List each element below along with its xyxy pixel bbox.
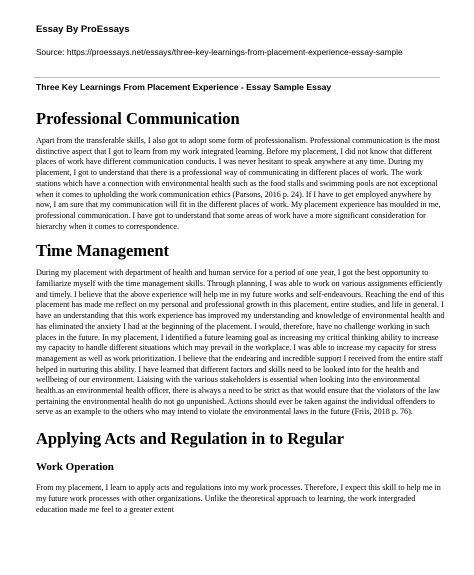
section-heading: Time Management (36, 241, 170, 261)
brand-name: Essay By ProEssays (36, 24, 130, 35)
document-title: Three Key Learnings From Placement Experience - Essay Sample Essay (36, 82, 332, 92)
section-paragraph: Apart from the transferable skills, I also got to adopt some form of professionalism. Professional communication is the most distinctive aspect that I got to learn from my work integrated learning. Before my placement, I did not know that different places of work have different communication conducts. I was never hesitant to speak anywhere at any time. During my placement, I got to understand that there is a professional way of communicating in different places of work. The work stations which have a connection with environmental health such as the food stalls and swimming pools are not exceptional when it comes to upholding the work communication ethics (Parsons, 2016 p. 24). If I have to get employed anywhere by now, I am sure that my communication will fit in the different places of work. My placement experience has moulded in me, professional communication. I have got to understand that some areas of work have a more significant consideration for hierarchy when it comes to correspondence. (36, 136, 441, 231)
section-applying-acts (36, 428, 446, 515)
source-line: Source: https://proessays.net/essays/three-key-learnings-from-placement-experience-essay-sample (36, 47, 403, 57)
section-subheading: Work Operation (36, 461, 114, 474)
section-heading: Professional Communication (36, 109, 240, 128)
essay-body (36, 108, 446, 515)
section-paragraph: During my placement with department of health and human service for a period of one year, I got the best opportunity to familiarize myself with the time management skills. Through planning, I was able to work on various assignments efficiently and timely. I believe that the above experience will help me in my future works and self-endeavours. Reaching the end of this placement has made me reflect on my personal and professional growth in this placement, entire studies, and life in general. I have an understanding that this work experience has improved my understanding and knowledge of environmental health and has eliminated the anxiety I had at the beginning of the placement. I would, therefore, have no challenge working in such places in the future. In my placement, I identified a future learning goal as increasing my critical thinking ability to increase my capacity to handle different situations which may prevail in the workplace. I was able to increase my capacity for stress management as well as work prioritization. I believe that the endearing and incredible support I received from the entire staff helped in nurturing this ability. I have learned that different factors and skills need to be looked into for the health and wellbeing of our environment. Liaising with the various stakeholders is essential when looking into the environmental health.as an environmental health officer, there is always a need to be strict as that would ensure that the violators of the law pertaining the environmental health do not go unpunished. Actions should ever be taken against the individual offenders to serve as an example to the others who may intend to violate the environmental laws in the future (Friis, 2018 p. 76). (36, 268, 445, 417)
section-heading: Applying Acts and Regulation in to Regular (36, 429, 345, 449)
document-header (36, 24, 456, 57)
section-professional-communication (36, 108, 446, 232)
section-time-management (36, 240, 446, 418)
section-paragraph: From my placement, I learn to apply acts and regulations into my work processes. Therefore, I expect this skill to help me in my future work processes with other organizations. Unlike the theoretical approach to learning, the work intergraded education made me feel to a greater extent (36, 483, 441, 514)
header-divider (34, 77, 440, 78)
